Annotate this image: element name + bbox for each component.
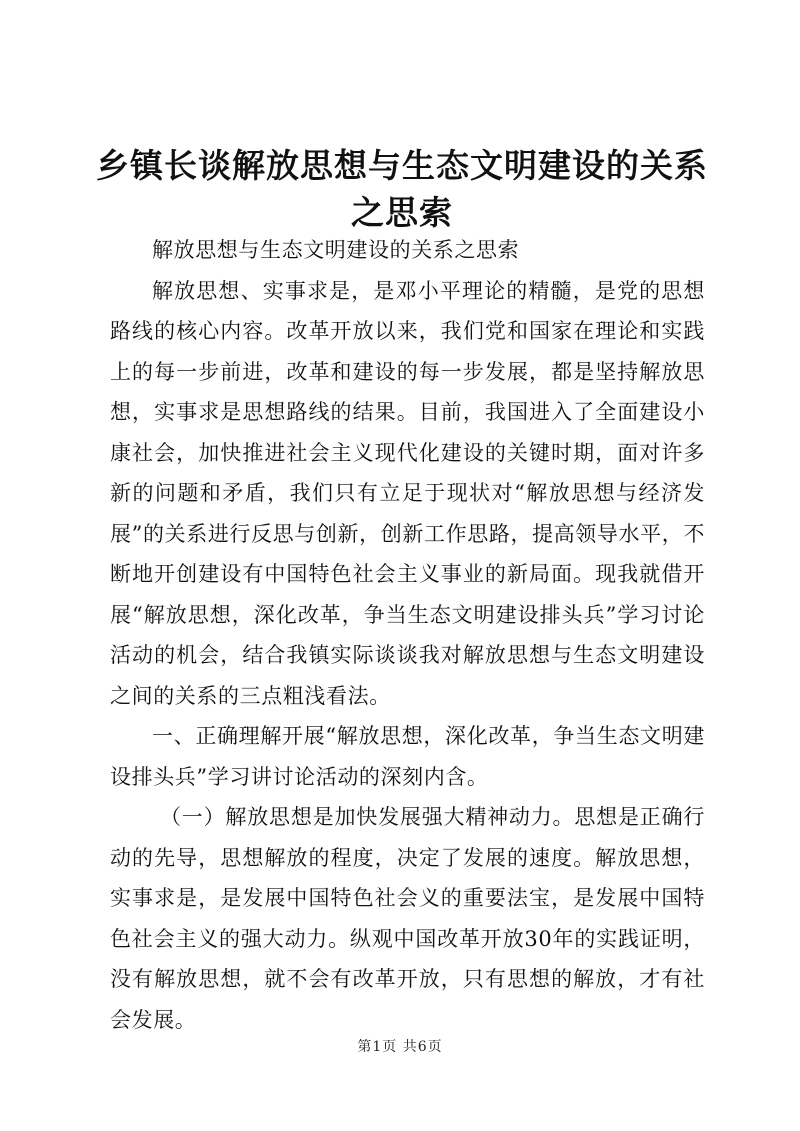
document-body — [110, 230, 705, 1040]
document-title: 乡镇长谈解放思想与生态文明建设的关系之思索 — [96, 146, 708, 232]
page-footer: 第1页 共6页 — [357, 1039, 443, 1055]
intro-paragraph: 解放思想、实事求是，是邓小平理论的精髓，是党的思想路线的核心内容。改革开放以来，我们党和国家在理论和实践上的每一步前进，改革和建设的每一步发展，都是坚持解放思想，实事求是思想路线的结果。目前，我国进入了全面建设小康社会，加快推进社会主义现代化建设的关键时期，面对许多新的问题和矛盾，我们只有立足于现状对“解放思想与经济发展”的关系进行反思与创新，创新工作思路，提高领导水平，不断地开创建设有中国特色社会主义事业的新局面。现我就借开展“解放思想，深化改革，争当生态文明建设排头兵”学习讨论活动的机会，结合我镇实际谈谈我对解放思想与生态文明建设之间的关系的三点粗浅看法。 — [110, 278, 705, 708]
section-heading-paragraph: 一、正确理解开展“解放思想，深化改革，争当生态文明建设排头兵”学习讲讨论活动的深刻内含。 — [110, 724, 705, 789]
subsection-paragraph: （一）解放思想是加快发展强大精神动力。思想是正确行动的先导，思想解放的程度，决定了发展的速度。解放思想，实事求是，是发展中国特色社会义的重要法宝，是发展中国特色社会主义的强大动力。纵观中国改革开放30年的实践证明，没有解放思想，就不会有改革开放，只有思想的解放，才有社会发展。 — [110, 805, 705, 1032]
subtitle-paragraph: 解放思想与生态文明建设的关系之思索 — [152, 238, 520, 262]
